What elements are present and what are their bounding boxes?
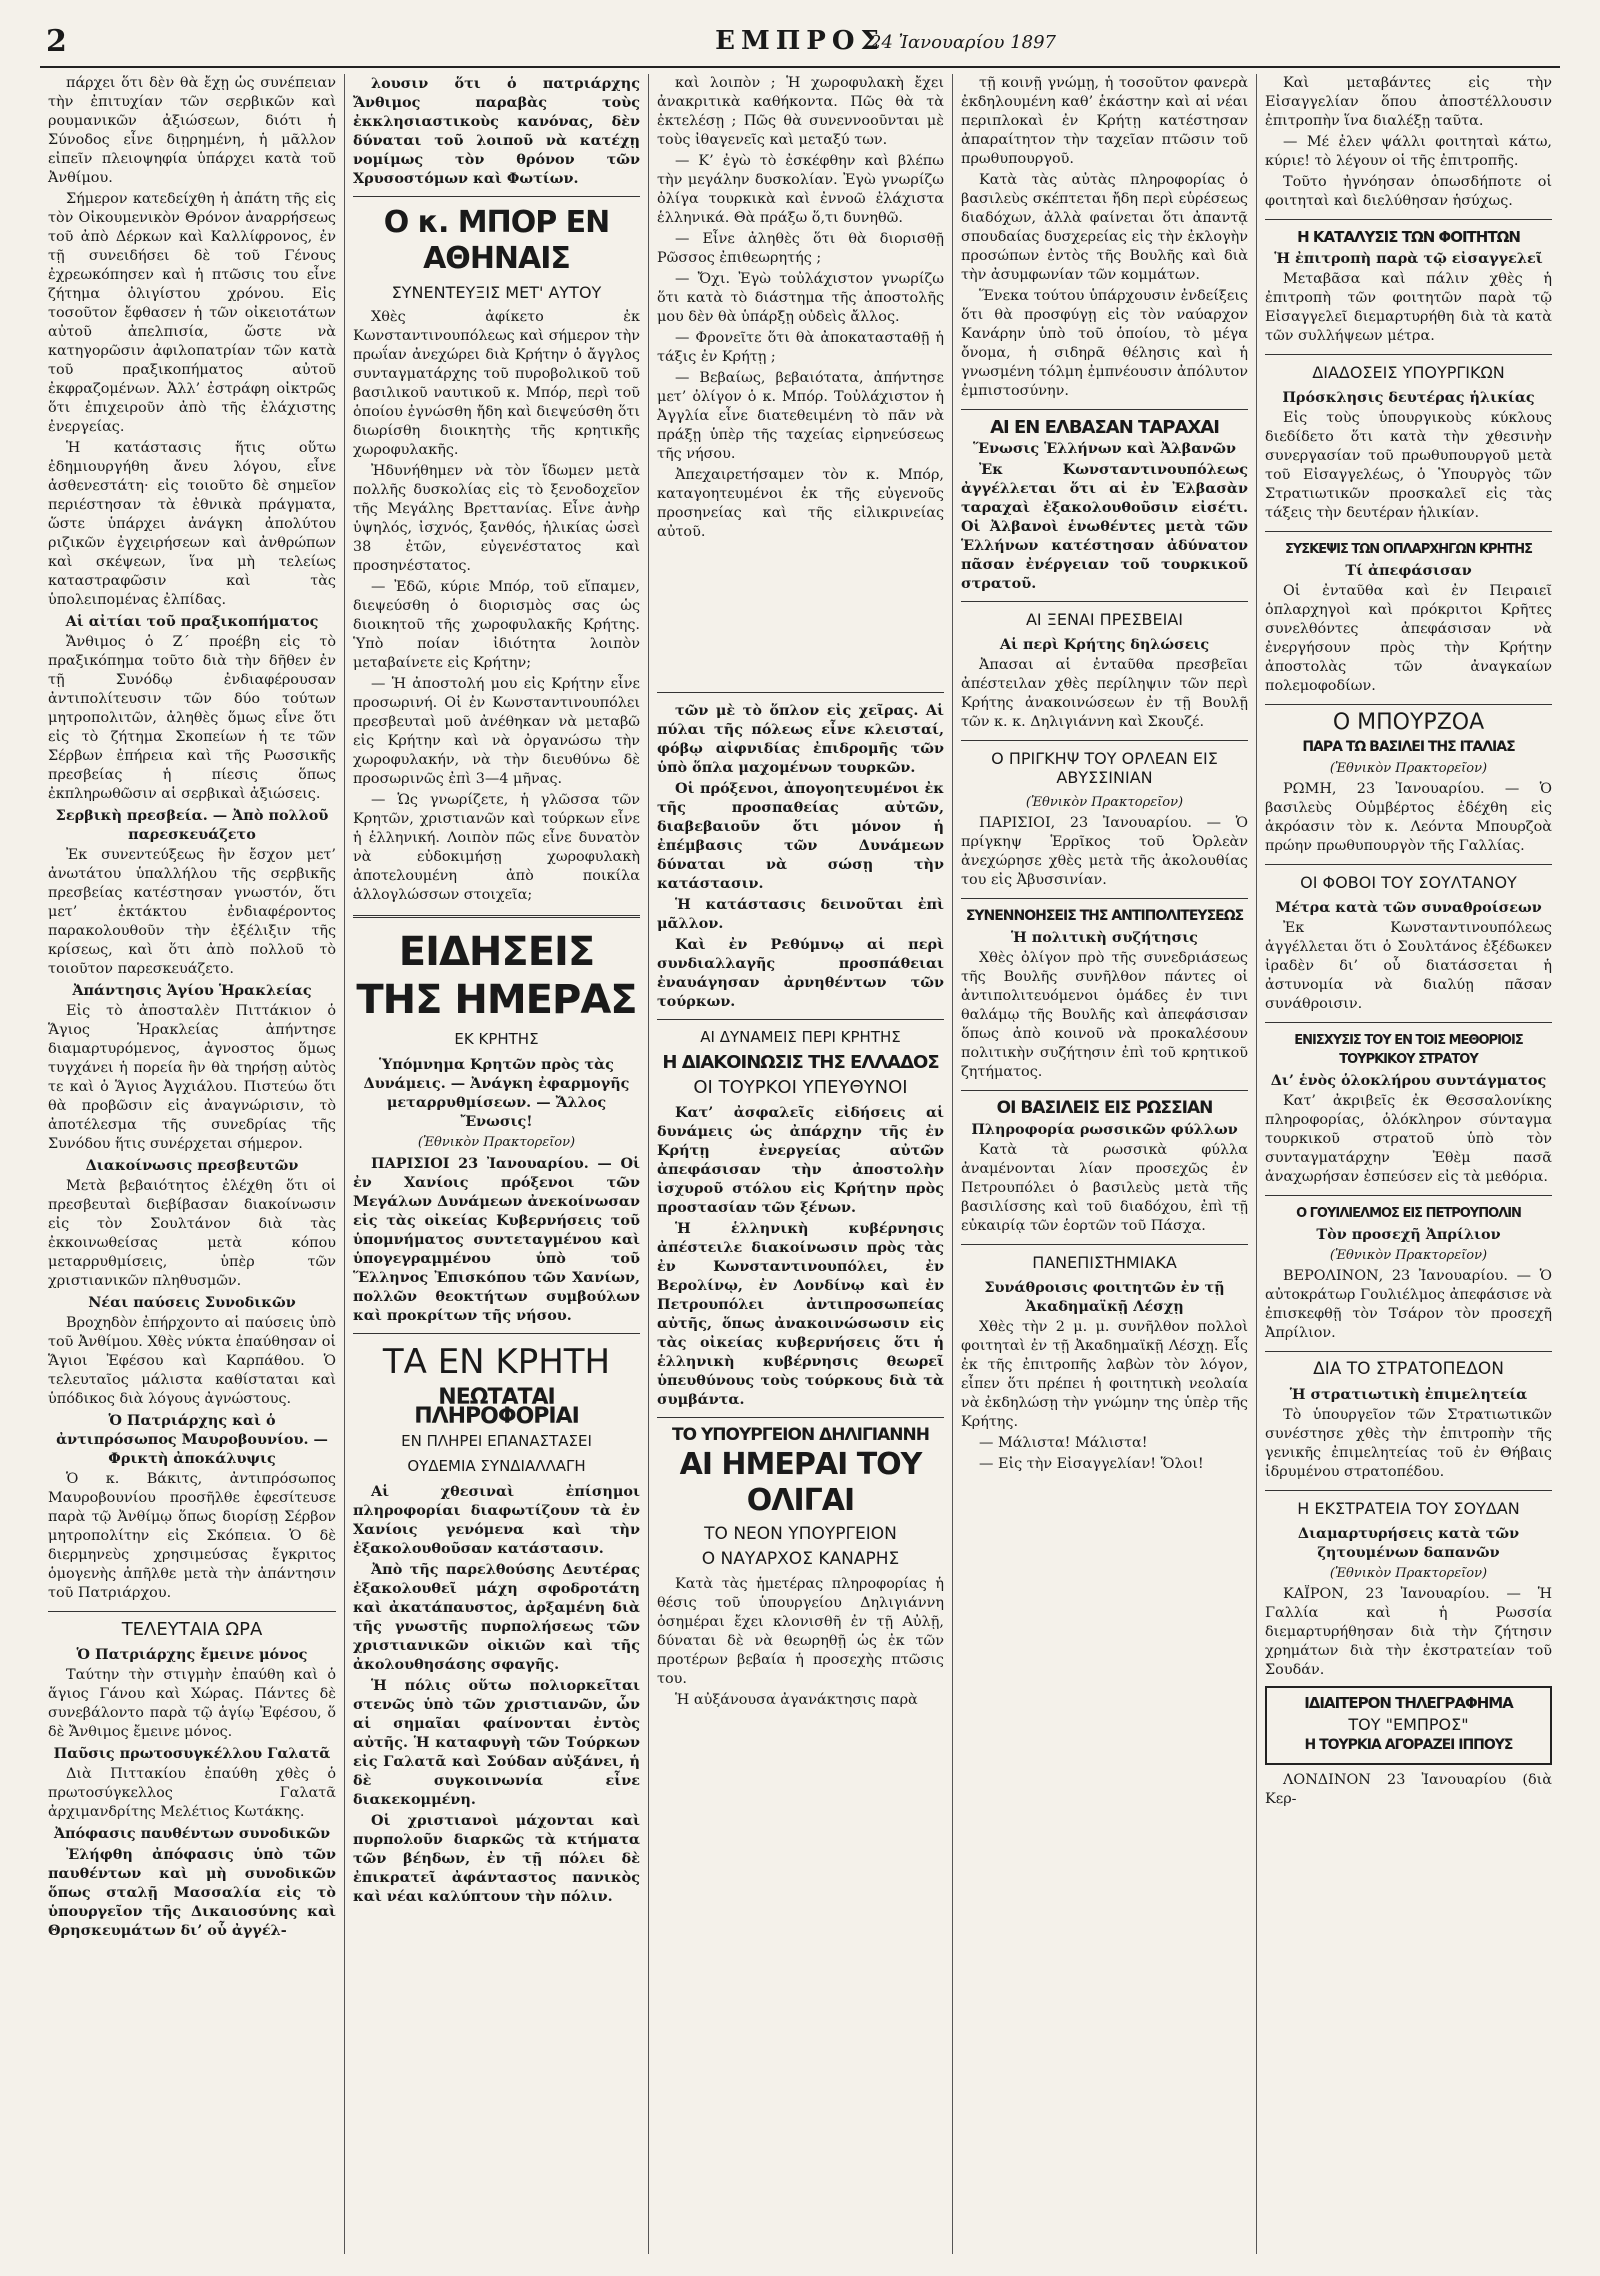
- article-text: — Ἐδῶ, κύριε Μπόρ, τοῦ εἴπαμεν, διεψεύσθη ὁ διορισμὸς σας ὡς διοικητοῦ τῆς χωροφυλακῆς Κρήτης. Ὑπὸ ποίαν ἰδιότητα λοιπὸν μεταβαίνετε εἰς Κρήτην;: [353, 579, 640, 671]
- column-2: [344, 74, 648, 2254]
- article-text: Εἰς τὸ ἀποσταλὲν Πιττάκιον ὁ Ἅγιος Ἡρακλείας ἀπήντησε διαμαρτυρόμενος, ἀγνοστος ὅμως τυγχάνει ἡ πορεία ἣν θὰ τηρήσῃ αὐτὸς τε καὶ ὁ Ἅγιος Ἀγχιάλου. Πιστεύω ὅτι θὰ προβῶσιν εἰς ἀναγνώρισιν, τὸ ἀποτέλεσμα τῆς συνεδρίας τῆς Συνόδου ἥτις συνέρχεται σήμερον.: [48, 1003, 336, 1152]
- news-source: (Ἐθνικὸν Πρακτορεῖον): [1329, 1566, 1488, 1581]
- article-text: Ἀπασαι αἱ ἐνταῦθα πρεσβεῖαι ἀπέστειλαν χθὲς περίληψιν τῶν περὶ Κρήτης ἀνακοινώσεων ἐν τῇ Βουλῇ τῶν κ. κ. Δηλιγιάννη καὶ Σκουζέ.: [961, 657, 1248, 730]
- headline: ΣΥΣΚΕΨΙΣ ΤΩΝ ΟΠΛΑΡΧΗΓΩΝ ΚΡΗΤΗΣ: [1284, 542, 1533, 557]
- masthead: [40, 22, 1560, 68]
- subheading: Πληροφορία ρωσσικῶν φύλλων: [971, 1121, 1238, 1138]
- subheading: Σερβικὴ πρεσβεία. — Ἀπὸ πολλοῦ παρεσκευάζετο: [55, 807, 329, 843]
- divider: [353, 1333, 640, 1334]
- article-text: Ἐλήφθη ἀπόφασις ὑπὸ τῶν παυθέντων καὶ μὴ συνοδικῶν ὅπως σταλῇ Μασσαλία εἰς τὸ ὑπουργεῖον τῆς Δικαιοσύνης καὶ Θρησκευμάτων δι’ οὗ ἀγγέλ-: [48, 1846, 336, 1939]
- article-text: Κατὰ τὰς ἡμετέρας πληροφορίας ἡ θέσις τοῦ ὑπουργείου Δηλιγιάννη ὁσημέραι ἔχει κλονισθῆ ἐν τῇ Αὐλῇ, δύναται δὲ νὰ θεωρηθῇ ὡς ἐκ τῶν προτέρων βεβαία ἡ προσεχὴς πτῶσις του.: [657, 1576, 944, 1687]
- section-title: ΤΕΛΕΥΤΑΙΑ ΩΡΑ: [121, 1619, 263, 1640]
- news-source: (Ἐθνικὸν Πρακτορεῖον): [1329, 761, 1488, 776]
- article-text: Χθὲς ὀλίγον πρὸ τῆς συνεδριάσεως τῆς Βουλῆς συνῆλθον πάντες οἱ ἀντιπολιτευόμενοι ὁμάδες ἐν τινι θαλάμῳ τῆς Βουλῆς καὶ ἀπεφάσισαν ὅπως ἀπὸ κοινοῦ νὰ προκαλέσουν πολιτικὴν συζήτησιν ἐπὶ τοῦ κρητικοῦ ζητήματος.: [961, 950, 1248, 1080]
- headline-sub: Ο ΝΑΥΑΡΧΟΣ ΚΑΝΑΡΗΣ: [701, 1549, 900, 1569]
- headline-sub: ΣΥΝΕΝΤΕΥΞΙΣ ΜΕΤ' ΑΥΤΟΥ: [391, 283, 602, 302]
- divider: [1265, 531, 1552, 532]
- subheading: Πρόσκλησις δευτέρας ἡλικίας: [1282, 389, 1535, 406]
- headline-sub: ΤΟ ΝΕΟΝ ΥΠΟΥΡΓΕΙΟΝ: [704, 1524, 897, 1544]
- article-text: Σήμερον κατεδείχθη ἡ ἀπάτη τῆς εἰς τὸν Οἰκουμενικὸν Θρόνον ἀναρρήσεως τοῦ ἀπὸ Δέρκων καὶ Καλλίφρονος, ἐν τῇ συνειδήσει δὲ τοῦ Γένους ἐχρεωκόπησεν καὶ ἡ πτῶσις του εἶνε ζήτημα ὀλιγίστου χρόνου. Εἰς τοσοῦτον ἔφθασεν ἡ τῶν οἰκειοτάτων αὐτοῦ ἀπελπισία, ὥστε νὰ κατηγορῶσιν ἀφιλοπατρίαν τῶν κατὰ τοῦ πραξικοπήματος αὐτοῦ ἐκφραζομένων. Ἀλλ’ ἐστράφη οἰκτρῶς ὅτι ἐπιχειροῦν ἀπὸ τῆς ἐλάχιστης ἐνεργείας.: [48, 191, 336, 435]
- divider: [657, 692, 944, 693]
- divider: [353, 915, 640, 918]
- subheading: Αἱ αἰτίαι τοῦ πραξικοπήματος: [65, 613, 319, 630]
- article-text: Ἀπὸ τῆς παρελθούσης Δευτέρας ἐξακολουθεῖ μάχη σφοδροτάτη καὶ ἀκατάπαυστος, ἀρξαμένη διὰ τῆς γνωστῆς πυρπολήσεως τῶν χριστιανικῶν οἰκιῶν καὶ τῆς ἀκολουθησάσης σφαγῆς.: [353, 1561, 640, 1673]
- headline: ΕΙΔΗΣΕΙΣ ΤΗΣ ΗΜΕΡΑΣ: [356, 929, 637, 1023]
- article-text: Κατὰ τὰ ρωσσικὰ φύλλα ἀναμένονται λίαν προσεχῶς ἐν Πετρουπόλει ὁ βασιλεὺς μετὰ τῆς βασιλίσσης καὶ τοῦ διαδόχου, ἐπὶ τῇ εὐκαιρίᾳ τῶν ἑορτῶν τοῦ Πάσχα.: [961, 1142, 1248, 1234]
- article-text: Κατ’ ἀκριβεῖς ἐκ Θεσσαλονίκης πληροφορίας, ὁλόκληρον σύνταγμα τουρκικοῦ στρατοῦ ὑπὸ τὸν συνταγματάρχην Ἐθὲμ πασᾶ ἀναχωρήσαν ἐσπεύσεν εἰς τὰ μεθόρια.: [1265, 1093, 1552, 1185]
- headline: Η ΔΙΑΚΟΙΝΩΣΙΣ ΤΗΣ ΕΛΛΑΔΟΣ: [662, 1052, 939, 1073]
- issue-date: 24 Ἰανουαρίου 1897: [870, 32, 1056, 53]
- divider: [1265, 1195, 1552, 1196]
- divider: [961, 740, 1248, 741]
- subheading: Ὑπόμνημα Κρητῶν πρὸς τὰς Δυνάμεις. — Ἀνάγκη ἐφαρμογῆς μεταρρυθμίσεων. — Ἄλλος Ἔνωσις!: [363, 1056, 630, 1130]
- article-text: Τοῦτο ἠγνόησαν ὁπωσδήποτε οἱ φοιτηταὶ καὶ διελύθησαν ἡσύχως.: [1265, 174, 1552, 209]
- article-text: Χθὲς τὴν 2 μ. μ. συνῆλθον πολλοὶ φοιτηταὶ ἐν τῇ Ἀκαδημαϊκῇ Λέσχῃ. Εἷς ἐκ τῆς ἐπιτροπῆς λαβὼν τὸν λόγον, εἶπεν ὅτι πρέπει ἡ φοιτητικὴ νεολαία νὰ ἐκδηλώσῃ τὴν γνώμην της ὑπὲρ τῆς Κρήτης.: [961, 1319, 1248, 1430]
- subheading: Παῦσις πρωτοσυγκέλλου Γαλατᾶ: [53, 1745, 331, 1762]
- article-text: Κατὰ τὰς αὐτὰς πληροφορίας ὁ βασιλεὺς σκέπτεται ἤδη περὶ εὑρέσεως διαδόχων, ἀλλὰ φαίνεται ὅτι ἀπαντᾷ σπουδαίας δυσχερείας εἰς τὴν ἐκλογὴν προσώπων ἐντὸς τῆς Βουλῆς καὶ διὰ τὴν ἀσυμφωνίαν τῶν κομμάτων.: [961, 172, 1248, 283]
- divider: [961, 898, 1248, 899]
- headline: Ο ΜΠΟΥΡΖΟΑ: [1332, 710, 1485, 735]
- headline: ΟΙ ΦΟΒΟΙ ΤΟΥ ΣΟΥΛΤΑΝΟΥ: [1300, 873, 1517, 892]
- news-source: (Ἐθνικὸν Πρακτορεῖον): [1329, 1248, 1488, 1263]
- divider: [1265, 864, 1552, 865]
- article-text: Ἡ πόλις οὕτω πολιορκεῖται στενῶς ὑπὸ τῶν χριστιανῶν, ὧν αἱ σημαῖαι φαίνονται ἐντὸς αὐτῆς. Ἡ καταφυγὴ τῶν Τούρκων εἰς Γαλατᾶ καὶ Σούδαν αὐξάνει, ἡ δὲ συγκοινωνία εἶνε διακεκομμένη.: [353, 1677, 640, 1808]
- article-text: Ἡ ἑλληνικὴ κυβέρνησις ἀπέστειλε διακοίνωσιν πρὸς τὰς ἐν Κωνσταντινουπόλει, ἐν Βερολίνῳ, ἐν Λονδίνῳ καὶ ἐν Πετρουπόλει ἀντιπροσωπείας αὐτῆς, ὅπως ἀνακοινώσωσιν εἰς τὰς οἰκείας κυβερνήσεις ὅτι ἡ ἑλληνικὴ κυβέρνησις θεωρεῖ ὑπευθύνους τοὺς τούρκους διὰ τὰ συμβάντα.: [657, 1220, 944, 1408]
- paper-name: ΕΜΠΡΟΣ: [715, 26, 885, 56]
- article-text: Τὸ ὑπουργεῖον τῶν Στρατιωτικῶν συνέστησε χθὲς τὴν ἐπιτροπὴν τῆς γενικῆς ἐπιμελητείας τοῦ ἐν Θήβαις ἱδρυμένου στρατοπέδου.: [1265, 1407, 1552, 1480]
- article-text: Ἡ κατάστασις ἥτις οὕτω ἐδημιουργήθη ἄνευ λόγου, εἶνε ἀσθενεστάτη· εἰς τοιοῦτο δὲ σημεῖον περιέστησαν τὰ ἐθνικὰ πράγματα, ὥστε ὑπάρχει ἀνάγκη ἀπολύτου ριζικῶν ἐγχειρήσεων καὶ ἀνθρώπων καὶ σκέψεων, ἵνα μὴ τελείως καταστραφῶσιν καὶ τὰς ὑπολειπομένας ἐλπίδας.: [48, 440, 336, 608]
- divider: [1265, 704, 1552, 705]
- article-text: ΒΕΡΟΛΙΝΟΝ, 23 Ἰανουαρίου. — Ὁ αὐτοκράτωρ Γουλιέλμος ἀπεφάσισε νὰ ἐπισκεφθῇ τὸν Τσάρον τὸν προσεχῆ Ἀπρίλιον.: [1265, 1268, 1552, 1341]
- headline: Η ΕΚΣΤΡΑΤΕΙΑ ΤΟΥ ΣΟΥΔΑΝ: [1297, 1499, 1520, 1518]
- headline-sub: ΟΥΔΕΜΙΑ ΣΥΝΔΙΑΛΛΑΓΗ: [407, 1457, 586, 1475]
- headline-sub: ΝΕΩΤΑΤΑΙ ΠΛΗΡΟΦΟΡΙΑΙ: [414, 1385, 579, 1429]
- headline: ΠΑΝΕΠΙΣΤΗΜΙΑΚΑ: [1032, 1253, 1177, 1272]
- article-text: — Ὄχι. Ἐγὼ τοὐλάχιστον γνωρίζω ὅτι κατὰ τὸ διάστημα τῆς ἀποστολῆς μου δὲν θὰ ὑπάρξῃ οὐδεὶς ἄλλος.: [657, 271, 944, 325]
- divider: [657, 1417, 944, 1418]
- article-text: Ὁ κ. Βάκιτς, ἀντιπρόσωπος Μαυροβουνίου προσῆλθε ἐφεσίτευσε παρὰ τῷ Ἀνθίμῳ ὅπως διορίσῃ Σέρβον μητροπολίτην εἰς Σκόπεια. Ὁ δὲ διερμηνεὺς χρησιμεύσας ἔγκριτος ὁμογενὴς ἀπῆλθε μετὰ τὴν ἀπάντησιν τοῦ Πατριάρχου.: [48, 1471, 336, 1601]
- article-text: — Εἶνε ἀληθὲς ὅτι θὰ διορισθῇ Ρῶσσος ἐπιθεωρητής ;: [657, 231, 944, 266]
- headline: ΟΙ ΒΑΣΙΛΕΙΣ ΕΙΣ ΡΩΣΣΙΑΝ: [996, 1098, 1213, 1118]
- headline: ΤΟΥ "ΕΜΠΡΟΣ": [1348, 1715, 1469, 1734]
- headline: Η ΚΑΤΑΛΥΣΙΣ ΤΩΝ ΦΟΙΤΗΤΩΝ: [1297, 228, 1520, 246]
- article-text: ΠΑΡΙΣΙΟΙ, 23 Ἰανουαρίου. — Ὁ πρίγκηψ Ἑρρῖκος τοῦ Ὀρλεὰν ἀνεχώρησε χθὲς μετὰ τῆς ἀκολουθίας του εἰς Ἀβυσσινίαν.: [961, 815, 1248, 888]
- headline: ΤΑ ΕΝ ΚΡΗΤΗ: [382, 1342, 611, 1382]
- article-text: — Μάλιστα! Μάλιστα!: [979, 1435, 1148, 1451]
- headline: ΙΔΙΑΙΤΕΡΟΝ ΤΗΛΕΓΡΑΦΗΜΑ: [1304, 1694, 1513, 1712]
- article-text: — Κ’ ἐγὼ τὸ ἐσκέφθην καὶ βλέπω τὴν μεγάλην δυσκολίαν. Ἐγὼ γνωρίζω ὀλίγα τουρκικὰ καὶ ἐννοῶ ἐλάχιστα ἑλληνικά. Θὰ πράξω ὅ,τι δυνηθῶ.: [657, 153, 944, 226]
- subheading: Διακοίνωσις πρεσβευτῶν: [85, 1157, 299, 1174]
- article-text: Οἱ πρόξενοι, ἀπογοητευμένοι ἐκ τῆς προσπαθείας αὐτῶν, διαβεβαιοῦν ὅτι μόνον ἡ ἐπέμβασις τῶν Δυνάμεων δύναται νὰ σώσῃ τὴν κατάστασιν.: [657, 780, 944, 892]
- divider: [353, 196, 640, 197]
- column-3: [648, 74, 952, 2254]
- article-text: τῇ κοινῇ γνώμῃ, ἡ τοσοῦτον φανερὰ ἐκδηλουμένη καθ’ ἑκάστην καὶ αἱ νέαι περιπλοκαὶ ἐν Κρήτῃ κατέστησαν ἀπαραίτητον τὴν ταχεῖαν πτῶσιν τοῦ πρωθυπουργοῦ.: [961, 75, 1248, 167]
- subheading: Ἕνωσις Ἑλλήνων καὶ Ἀλβανῶν: [973, 440, 1236, 457]
- article-text: ΚΑΪΡΟΝ, 23 Ἰανουαρίου. — Ἡ Γαλλία καὶ ἡ Ρωσσία διεμαρτυρήθησαν διὰ τὴν ζήτησιν χρημάτων διὰ τὴν ἐκστρατείαν τοῦ Σουδάν.: [1265, 1586, 1552, 1678]
- article-text: Ἠδυνήθημεν νὰ τὸν ἴδωμεν μετὰ πολλῆς δυσκολίας εἰς τὸ ξενοδοχεῖον τῆς Μεγάλης Βρεττανίας. Εἶνε ἀνὴρ ὑψηλός, ἰσχνός, ξανθός, ἡλικίας ὡσεὶ 38 ἐτῶν, εὐγενέστατος καὶ προσηνέστατος.: [353, 463, 640, 574]
- headline: ΤΟ ΥΠΟΥΡΓΕΙΟΝ ΔΗΛΙΓΙΑΝΝΗ: [672, 1425, 929, 1445]
- article-text: τῶν μὲ τὸ ὅπλον εἰς χεῖρας. Αἱ πύλαι τῆς πόλεως εἶνε κλεισταί, φόβῳ αἰφνιδίας ἐπιδρομῆς τῶν ὑπὸ ὅπλα μαχομένων τουρκῶν.: [657, 702, 944, 776]
- headline: Ο κ. ΜΠΟΡ ΕΝ ΑΘΗΝΑΙΣ: [383, 205, 610, 276]
- article-text: — Εἰς τὴν Εἰσαγγελίαν! Ὅλοι!: [979, 1456, 1204, 1472]
- article-text: πάρχει ὅτι δὲν θὰ ἔχῃ ὡς συνέπειαν τὴν ἐπιτυχίαν τῶν σερβικῶν καὶ ρουμανικῶν ἀξιώσεων, διότι ἡ Σύνοδος εἶνε διῃρημένη, ἡ μᾶλλον εἰπεῖν πλειοψηφία ὑπάρχει κατὰ τοῦ Ἀνθίμου.: [48, 75, 336, 186]
- headline: ΑΙ ΗΜΕΡΑΙ ΤΟΥ ΟΛΙΓΑΙ: [679, 1447, 922, 1518]
- headline-sub: ΠΑΡΑ ΤΩ ΒΑΣΙΛΕΙ ΤΗΣ ΙΤΑΛΙΑΣ: [1302, 739, 1515, 755]
- subheading: Τί ἀπεφάσισαν: [1345, 562, 1472, 579]
- headline: ΑΙ ΞΕΝΑΙ ΠΡΕΣΒΕΙΑΙ: [1025, 610, 1184, 629]
- headline: ΑΙ ΕΝ ΕΛΒΑΣΑΝ ΤΑΡΑΧΑΙ: [990, 417, 1219, 438]
- column-5: [1256, 74, 1560, 2254]
- article-text: — Μέ ἐλεν ψάλλι φοιτηταὶ κάτω, κύριε! τὸ λέγουν οἱ τῆς ἐπιτροπῆς.: [1265, 134, 1552, 169]
- subheading: Νέαι παύσεις Συνοδικῶν: [88, 1294, 296, 1311]
- headline-sub: ΟΙ ΤΟΥΡΚΟΙ ΥΠΕΥΘΥΝΟΙ: [693, 1077, 908, 1098]
- article-text: Μετὰ βεβαιότητος ἐλέχθη ὅτι οἱ πρεσβευταὶ διεβίβασαν διακοίνωσιν εἰς τὸν Σουλτάνον διὰ τὰς ἐκκοινωθείσας μετὰ κόπου μεταρρυθμίσεις, ὑπὲρ τῶν χριστιανικῶν πληθυσμῶν.: [48, 1178, 336, 1289]
- headline: Ο ΠΡΙΓΚΗΨ ΤΟΥ ΟΡΛΕΑΝ ΕΙΣ ΑΒΥΣΣΙΝΙΑΝ: [991, 749, 1218, 787]
- subheading: Ἀπάντησις Ἁγίου Ἡρακλείας: [72, 982, 312, 999]
- news-source: (Ἐθνικὸν Πρακτορεῖον): [1025, 795, 1184, 810]
- subheading: Ὁ Πατριάρχης ἔμεινε μόνος: [76, 1646, 308, 1663]
- divider: [961, 409, 1248, 410]
- telegram-box: [1265, 1686, 1552, 1765]
- subheading: Ἡ πολιτικὴ συζήτησις: [1011, 929, 1198, 946]
- headline: ΔΙΑΔΟΣΕΙΣ ΥΠΟΥΡΓΙΚΩΝ: [1312, 363, 1505, 382]
- subheading: Ἡ ἐπιτροπὴ παρὰ τῷ εἰσαγγελεῖ: [1274, 250, 1543, 267]
- article-text: Χθὲς ἀφίκετο ἐκ Κωνσταντινουπόλεως καὶ σήμερον τὴν πρωΐαν ἀνεχώρει διὰ Κρήτην ὁ ἄγγλος συνταγματάρχης τοῦ πυροβολικοῦ τοῦ βασιλικοῦ ναυτικοῦ κ. Μπόρ, περὶ τοῦ ὁποίου ἐγνώσθη ἤδη καὶ διεψεύσθη ὅτι διωρίσθη διοικητὴς τῆς κρητικῆς χωροφυλακῆς.: [353, 309, 640, 458]
- subheading: Μέτρα κατὰ τῶν συναθροίσεων: [1275, 899, 1542, 916]
- page-number: 2: [46, 24, 67, 59]
- divider: [961, 601, 1248, 602]
- article-text: Μεταβᾶσα καὶ πάλιν χθὲς ἡ ἐπιτροπὴ τῶν φοιτητῶν παρὰ τῷ Εἰσαγγελεῖ διεμαρτυρήθη διὰ τὰ κατὰ τῶν συλλήψεων μέτρα.: [1265, 271, 1552, 344]
- article-text: — Ἡ ἀποστολή μου εἰς Κρήτην εἶνε προσωρινή. Οἱ ἐν Κωνσταντινουπόλει πρεσβευταὶ μοῦ ἀνέθηκαν νὰ μεταβῶ εἰς Κρήτην καὶ νὰ ὀργανώσω τὴν χωροφυλακήν, νὰ τὴν διευθύνω δὲ προσωρινῶς ἐπὶ 3—4 μῆνας.: [353, 676, 640, 787]
- article-text: Οἱ χριστιανοὶ μάχονται καὶ πυρπολοῦν διαρκῶς τὰ κτήματα τῶν βέηδων, ἐν τῇ πόλει δὲ ἐπικρατεῖ ἀφάνταστος πανικὸς καὶ νέαι καλύπτουν τὴν πόλιν.: [353, 1812, 640, 1905]
- divider: [961, 1090, 1248, 1091]
- divider: [1265, 219, 1552, 220]
- divider: [1265, 1022, 1552, 1023]
- article-text: λουσιν ὅτι ὁ πατριάρχης Ἄνθιμος παραβὰς τοὺς ἐκκλησιαστικοὺς κανόνας, δὲν δύναται τοῦ λοιποῦ νὰ κατέχῃ νομίμως τὸν θρόνον τῶν Χρυσοστόμων καὶ Φωτίων.: [353, 75, 640, 187]
- article-text: Κατ’ ἀσφαλεῖς εἰδήσεις αἱ δυνάμεις ὡς ἀπάρχην τῆς ἐν Κρήτῃ ἐνεργείας αὐτῶν ἀπεφάσισαν τὴν ἀποστολὴν ἰσχυροῦ στόλου εἰς Κρήτην πρὸς προστασίαν τῶν ξένων.: [657, 1104, 944, 1216]
- subheading: Διαμαρτυρήσεις κατὰ τῶν ζητουμένων δαπανῶν: [1297, 1525, 1520, 1561]
- article-text: Ἐκ Κωνσταντινουπόλεως ἀγγέλλεται ὅτι ὁ Σουλτάνος ἐξέδωκεν ἰραδὲν δι’ οὗ διατάσσεται ἡ ἀστυνομία νὰ διαλύῃ πᾶσαν συνάθροισιν.: [1265, 920, 1552, 1012]
- divider: [1265, 1490, 1552, 1491]
- divider: [48, 1611, 336, 1612]
- divider: [1265, 1351, 1552, 1352]
- article-text: Αἱ χθεσιναὶ ἐπίσημοι πληροφορίαι διαφωτίζουν τὰ ἐν Χανίοις γενόμενα καὶ τὴν ἐξακολουθοῦσαν κατάστασιν.: [353, 1483, 640, 1557]
- article-text: καὶ λοιπὸν ; Ἡ χωροφυλακὴ ἔχει ἀνακριτικὰ καθήκοντα. Πῶς θὰ τὰ ἐκτελέσῃ ; Πῶς θὰ συνεννοοῦνται μὲ τοὺς ἰθαγενεῖς καὶ μεταξύ των.: [657, 75, 944, 148]
- article-text: Ἀπεχαιρετήσαμεν τὸν κ. Μπόρ, καταγοητευμένοι ἐκ τῆς εὐγενοῦς προσηνείας καὶ τῆς εἰλικρινείας αὐτοῦ.: [657, 467, 944, 540]
- article-text: Ἐκ συνεντεύξεως ἣν ἔσχον μετ’ ἀνωτάτου ὑπαλλήλου τῆς σερβικῆς πρεσβείας κατέστησαν γνωστόν, ὅτι μετ’ ἐκτάκτου ἐνδιαφέροντος παρακολουθοῦν τὴν ἐξέλιξιν τῆς κρίσεως, καὶ ὅτι ἀπὸ πολλοῦ τὸ τοιοῦτον παρεσκευάζετο.: [48, 847, 336, 977]
- article-text: Ἡ αὐξάνουσα ἀγανάκτησις παρὰ: [675, 1692, 918, 1708]
- subheading: Συνάθροισις φοιτητῶν ἐν τῇ Ἀκαδημαϊκῇ Λέσχῃ: [984, 1279, 1225, 1315]
- subheading: Δι’ ἑνὸς ὁλοκλήρου συντάγματος: [1270, 1072, 1547, 1089]
- divider: [657, 1019, 944, 1020]
- headline: Η ΤΟΥΡΚΙΑ ΑΓΟΡΑΖΕΙ ΙΠΠΟΥΣ: [1304, 1737, 1513, 1753]
- column-4: [952, 74, 1256, 2254]
- page-columns: [40, 74, 1560, 2254]
- article-text: Ταύτην τὴν στιγμὴν ἐπαύθη καὶ ὁ ἅγιος Γάνου καὶ Χώρας. Πάντες δὲ συνεβάλοντο παρὰ τῷ ἁγίῳ Ἐφέσου, ὅ δὲ Ἄνθιμος ἔμεινε μόνος.: [48, 1667, 336, 1740]
- article-text: Καὶ ἐν Ρεθύμνῳ αἱ περὶ συνδιαλλαγῆς προσπάθειαι ἐναυάγησαν ἀρνηθέντων τῶν τούρκων.: [657, 936, 944, 1010]
- subheading: Ἀπόφασις παυθέντων συνοδικῶν: [53, 1825, 331, 1842]
- headline-sub: ΕΝ ΠΛΗΡΕΙ ΕΠΑΝΑΣΤΑΣΕΙ: [401, 1432, 592, 1450]
- subheading: Τὸν προσεχῆ Ἀπρίλιον: [1316, 1226, 1501, 1243]
- subheading: Αἱ περὶ Κρήτης δηλώσεις: [999, 636, 1210, 653]
- divider: [961, 1244, 1248, 1245]
- article-text: Διὰ Πιττακίου ἐπαύθη χθὲς ὁ πρωτοσύγκελλος Γαλατᾶ ἀρχιμανδρίτης Μελέτιος Κωτάκης.: [48, 1766, 336, 1820]
- headline: ΕΝΙΣΧΥΣΙΣ ΤΟΥ ΕΝ ΤΟΙΣ ΜΕΘΟΡΙΟΙΣ ΤΟΥΡΚΙΚΟΥ ΣΤΡΑΤΟΥ: [1294, 1033, 1523, 1067]
- divider: [1265, 354, 1552, 355]
- article-text: — Βεβαίως, βεβαιότατα, ἀπήντησε μετ’ ὀλίγον ὁ κ. Μπόρ. Τοὐλάχιστον ἡ Ἀγγλία εἶνε διατεθειμένη τὸ πᾶν νὰ πράξῃ ὑπὲρ τῆς ταχείας εἰρηνεύσεως τῆς νήσου.: [657, 370, 944, 462]
- subheading: Ἡ στρατιωτικὴ ἐπιμελητεία: [1289, 1386, 1528, 1403]
- article-text: Βροχηδὸν ἐπήρχοντο αἱ παύσεις ὑπὸ τοῦ Ἀνθίμου. Χθὲς νύκτα ἐπαύθησαν οἱ Ἅγιοι Ἐφέσου καὶ Καρπάθου. Ὁ τελευταῖος μάλιστα καθίσταται καὶ ὑπόδικος διὰ λόγους ἀγνώστους.: [48, 1315, 336, 1407]
- headline: ΣΥΝΕΝΝΟΗΣΕΙΣ ΤΗΣ ΑΝΤΙΠΟΛΙΤΕΥΣΕΩΣ: [965, 908, 1244, 924]
- headline: Ο ΓΟΥΙΛΙΕΛΜΟΣ ΕΙΣ ΠΕΤΡΟΥΠΟΛΙΝ: [1296, 1206, 1521, 1221]
- article-text: ΡΩΜΗ, 23 Ἰανουαρίου. — Ὁ βασιλεὺς Οὑμβέρτος ἐδέχθη εἰς ἀκρόασιν τὸν κ. Λεόντα Μπουρζοὰ πρώην πρωθυπουργὸν τῆς Γαλλίας.: [1265, 781, 1552, 854]
- headline-sub: ΕΚ ΚΡΗΤΗΣ: [454, 1030, 539, 1048]
- article-text: Ἕνεκα τούτου ὑπάρχουσιν ἐνδείξεις ὅτι θὰ προσφύγῃ εἰς τὸν ναύαρχον Κανάρην ὑπὸ τοῦ ὁποίου, τὸ μέγα ὄνομα, ἡ σιδηρᾶ θέλησις καὶ ἡ γνωσμένη τόλμη ἐμπνέουσιν ἀπόλυτον ἐμπιστοσύνην.: [961, 288, 1248, 399]
- headline: ΑΙ ΔΥΝΑΜΕΙΣ ΠΕΡΙ ΚΡΗΤΗΣ: [700, 1028, 901, 1046]
- article-text: Ἡ κατάστασις δεινοῦται ἐπὶ μᾶλλον.: [657, 896, 944, 932]
- article-text: ΛΟΝΔΙΝΟΝ 23 Ἰανουαρίου (διὰ Κερ-: [1265, 1772, 1552, 1807]
- article-text: — Ὡς γνωρίζετε, ἡ γλῶσσα τῶν Κρητῶν, χριστιανῶν καὶ τούρκων εἶνε ἡ ἑλληνική. Λοιπὸν πῶς εἶνε δυνατὸν νὰ εὐδοκιμήσῃ χωροφυλακὴ ἀποτελουμένη ἀπὸ ποικίλα ἀλλογλώσσων στοιχεῖα;: [353, 792, 640, 903]
- article-text: Ἐκ Κωνσταντινουπόλεως ἀγγέλλεται ὅτι αἱ ἐν Ἐλβασὰν ταραχαὶ ἐξακολουθοῦσιν εἰσέτι. Οἱ Ἀλβανοὶ ἑνωθέντες μετὰ τῶν Ἑλλήνων κατέστησαν ἀδύνατον πᾶσαν ἐνέργειαν τοῦ τουρκικοῦ στρατοῦ.: [961, 461, 1248, 592]
- article-text: Καὶ μεταβάντες εἰς τὴν Εἰσαγγελίαν ὅπου ἀποστέλλουσιν ἐπιτροπὴν ἵνα διαλέξῃ ταῦτα.: [1265, 75, 1552, 129]
- article-text: ΠΑΡΙΣΙΟΙ 23 Ἰανουαρίου. — Οἱ ἐν Χανίοις πρόξενοι τῶν Μεγάλων Δυνάμεων ἀνεκοίνωσαν εἰς τὰς οἰκείας Κυβερνήσεις τοῦ ὑπομνήματος συντεταγμένου καὶ ὑπογεγραμμένου ὑπὸ τοῦ Ἕλληνος Ἐπισκόπου τῶν Χανίων, πολλῶν θεοκτήτων συμβούλων καὶ προκρίτων τῆς νήσου.: [353, 1155, 640, 1324]
- article-text: Οἱ ἐνταῦθα καὶ ἐν Πειραιεῖ ὁπλαρχηγοὶ καὶ πρόκριτοι Κρῆτες συνελθόντες ἀπεφάσισαν νὰ ἐνεργήσουν πρὸς τὴν Κρήτην ἀποστολὰς τῶν ἀναγκαίων πολεμοφοδίων.: [1265, 583, 1552, 694]
- headline: ΔΙΑ ΤΟ ΣΤΡΑΤΟΠΕΔΟΝ: [1313, 1359, 1504, 1379]
- column-1: [40, 74, 344, 2254]
- subheading: Ὁ Πατριάρχης καὶ ὁ ἀντιπρόσωπος Μαυροβουνίου. — Φρικτὴ ἀποκάλυψις: [56, 1412, 328, 1467]
- article-text: Ἄνθιμος ὁ Ζ΄ προέβη εἰς τὸ πραξικόπημα τοῦτο διὰ τὴν δῆθεν ἐν τῇ Συνόδῳ ἐνδιαφέρουσαν ἀντιπολίτευσιν τῶν δύο τούτων μητροπολιτῶν, ἀληθὲς ὅμως εἶνε ὅτι εἰς τὸ ζήτημα Σκοπείων ἡ τε τῶν Σέρβων ἐπήρεια καὶ τῆς Ρωσσικῆς πρεσβείας ἡ πίεσις ὅπως ἐκπληρωθῶσιν αἱ σερβικαὶ ἀξιώσεις.: [48, 634, 336, 802]
- article-text: — Φρονεῖτε ὅτι θὰ ἀποκατασταθῇ ἡ τάξις ἐν Κρήτῃ ;: [657, 330, 944, 365]
- article-text: Εἰς τοὺς ὑπουργικοὺς κύκλους διεδίδετο ὅτι κατὰ τὴν χθεσινὴν συνεργασίαν τοῦ πρωθυπουργοῦ μετὰ τοῦ Εἰσαγγελέως, ὁ Ὑπουργὸς τῶν Στρατιωτικῶν προσκαλεῖ εἰς τὰς τάξεις τὴν δευτέραν ἡλικίαν.: [1265, 410, 1552, 521]
- news-source: (Ἐθνικὸν Πρακτορεῖον): [417, 1135, 576, 1150]
